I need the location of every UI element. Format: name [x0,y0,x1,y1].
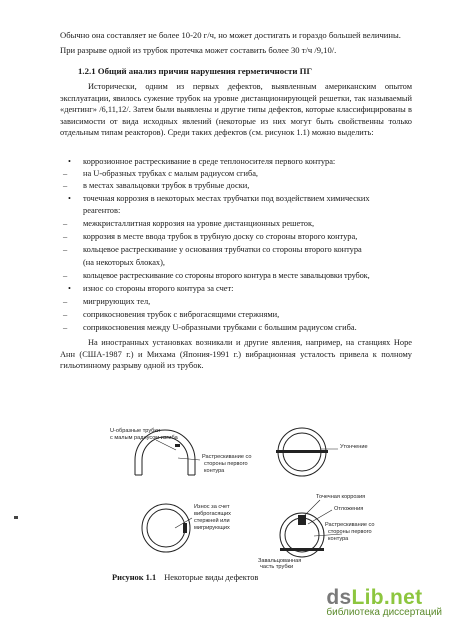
label-crack: Растрескивание со [202,454,252,460]
label-wear: мигрирующих [194,525,230,531]
list-item: коррозия в месте ввода трубок в трубную доску со стороны второго контура, [83,232,358,241]
label-wear: виброгасящих [194,511,231,517]
list-marker: – [63,219,68,228]
list-item: коррозионное растрескивание в среде теплоносителя первого контура: [83,157,336,166]
list-item: соприкосновения трубок с виброгасящими стержнями, [83,310,280,319]
label-wear: Износ за счет [194,504,230,510]
watermark-subtitle: библиотека диссертаций [326,607,442,618]
label-crack-2: контура [328,536,349,542]
scan-mark [14,516,18,519]
figure-defects [80,420,390,570]
list-item: кольцевое растрескивание со стороны второго контура в месте завальцовки трубок, [83,271,370,280]
watermark [326,586,442,618]
list-marker: – [63,323,68,332]
list-item: износ со стороны второго контура за счет: [83,284,234,293]
paragraph-intro: Исторически, одним из первых дефектов, выявленным американским опытом эксплуатации, явилось сужение трубок на уровне дистанционирующей решетки, так называемый «дентинг» /6,11,12/. Затем были выявлены и другие типы дефектов, которые классифицированы в зависимости от вида исходных явлений (некоторые из них могут быть свойственны только отдельным типам реакторов). Среди таких дефектов (см. рисунок 1.1) можно выделить: [60,82,412,138]
thinning-mark [276,450,328,453]
u-tube-inner [142,437,188,475]
text-line-1: Обычно она составляет не более 10-20 г/ч, но может достигать и гораздо большей величины. [60,30,401,40]
list-item: соприкосновения между U-образными трубками с большим радиусом сгиба. [83,323,357,332]
label-crack-2: Растрескивание со [325,522,375,528]
list-marker: – [63,181,68,190]
caption-text: Некоторые виды дефектов [164,573,259,582]
list-item: в местах завальцовки трубок в трубные доски, [83,181,250,190]
caption-label: Рисунок 1.1 [112,573,157,582]
list-marker: – [63,245,68,254]
pitting-mark [298,515,306,525]
list-item: кольцевое растрескивание у основания трубчатки со стороны второго контура [83,245,362,254]
figure-drawing [80,420,390,570]
label-deposits: Отложения [334,506,364,512]
label-u-tubes: U-образные трубки [110,428,160,434]
label-crack: контура [204,468,225,474]
list-marker: – [63,297,68,306]
text-line-2: При разрыве одной из трубок протечка может составить более 30 т/ч /9,10/. [60,45,337,55]
watermark-logo: dsLib.net [326,586,423,609]
list-item: мигрирующих тел, [83,297,151,306]
list-item: реагентов: [83,206,121,215]
list-item: межкристаллитная коррозия на уровне дистанционных решеток, [83,219,315,228]
label-crack-2: стороны первого [328,529,372,535]
figure-caption [112,573,258,582]
label-wear: стержней или [194,518,230,524]
rolled-part-mark [280,548,324,551]
list-marker: • [68,157,71,166]
label-thinning: Утончение [340,444,368,450]
label-rolled: Завальцованная [258,558,302,564]
list-item: на U-образных трубках с малым радиусом сгиба, [83,169,259,178]
list-marker: – [63,169,68,178]
list-item: (на некоторых блоках), [83,258,165,267]
paragraph-foreign: На иностранных установках возникали и другие явления, например, на станциях Норе Анн (США-1987 г.) и Михама (Япония-1991 г.) вибрационная усталость привела к полному гильотинному разрыву одной из трубок. [60,338,412,371]
list-marker: – [63,271,68,280]
tube-ring-outer [142,504,190,552]
section-heading: 1.2.1 Общий анализ причин нарушения герметичности ПГ [78,66,313,76]
list-marker: – [63,310,68,319]
label-rolled: часть трубки [260,564,294,570]
list-marker: • [68,194,71,203]
tube-ring-inner [147,509,185,547]
list-marker: • [68,284,71,293]
list-marker: – [63,232,68,241]
label-crack: стороны первого [204,461,248,467]
label-pitting: Точечная коррозия [316,494,366,500]
list-item: точечная коррозия в некоторых местах трубчатки под воздействием химических [83,194,370,203]
label-u-tubes: с малым радиусом изгиба [110,435,178,441]
